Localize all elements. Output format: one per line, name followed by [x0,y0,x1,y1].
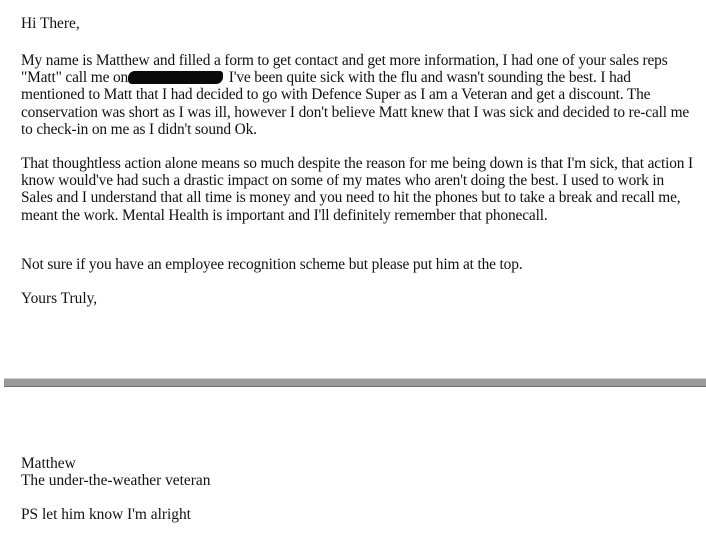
redacted-phone-number [128,71,223,84]
paragraph-thanks: That thoughtless action alone means so much despite the reason for me being down is that I'm sick, that action I know would've had such a drastic impact on some of my mates who aren't doing the best. I used to work in Sales and I understand that all time is money and you need to hit the phones but to take a break and recall me, meant the work. Mental Health is important and I'll definitely remember that phonecall. [21,155,693,224]
intro-text-start: My name is Matthew and filled a form to get contact and get more information, I had one of your sales reps "Matt" call me on [21,52,668,87]
paragraph-intro [21,52,697,138]
signature-name: Matthew [21,455,76,472]
paragraph-recognition: Not sure if you have an employee recognition scheme but please put him at the top. [21,256,523,273]
postscript: PS let him know I'm alright [21,506,191,523]
signature-tagline: The under-the-weather veteran [21,472,211,490]
horizontal-divider [4,378,706,387]
greeting: Hi There, [21,15,80,32]
signature-block [21,455,210,489]
intro-text-end: I've been quite sick with the flu and wasn't sounding the best. I had mentioned to Matt that I had decided to go with Defence Super as I am a Veteran and get a discount. The conservation was short as I was ill, however I don't believe Matt knew that I was sick and decided to re-call me to check-in on me as I didn't sound Ok. [21,69,690,138]
closing-line: Yours Truly, [21,290,98,307]
